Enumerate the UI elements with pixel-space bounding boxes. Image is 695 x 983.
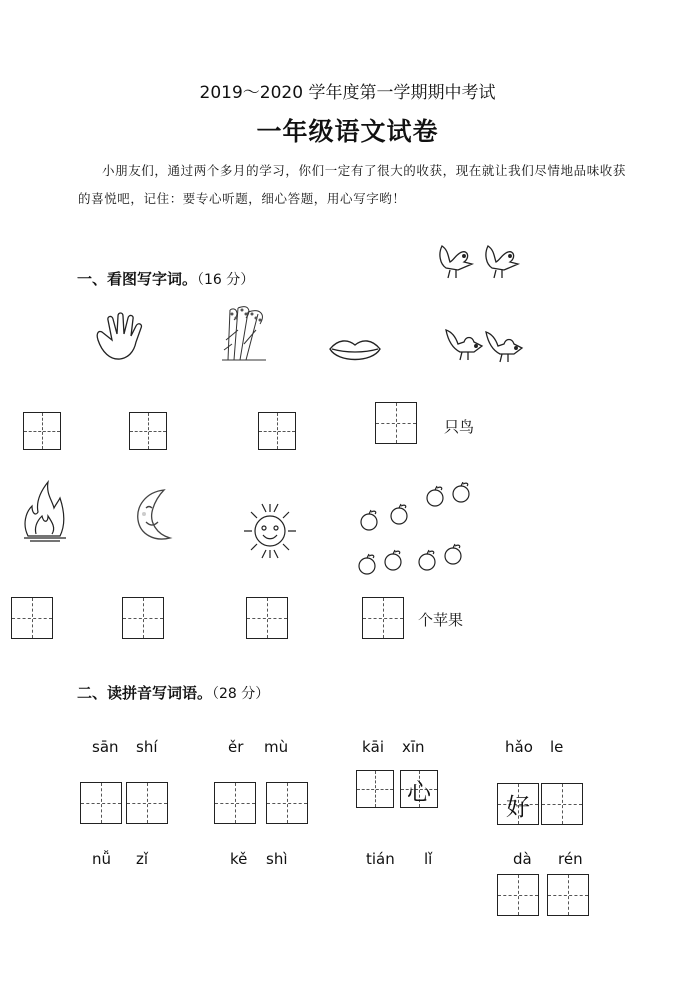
- section1-points: （16 分）: [197, 272, 255, 288]
- word-grid-4a[interactable]: [497, 783, 539, 825]
- word-grid-3b[interactable]: [400, 770, 438, 808]
- section2-points: （28 分）: [212, 686, 270, 702]
- exam-year-line: 2019～2020 学年度第一学期期中考试: [199, 83, 496, 103]
- intro-paragraph: 小朋友们，通过两个多月的学习，你们一定有了很大的收获，现在就让我们尽情地品味收获的喜悦吧，记住：要专心听题，细心答题，用心写字哟！: [78, 163, 627, 206]
- pinyin-3b: xīn: [402, 738, 425, 756]
- apples-suffix: 个苹果: [418, 611, 464, 629]
- pinyin-1b: shí: [136, 738, 158, 756]
- word-grid-2a[interactable]: [214, 782, 256, 824]
- word-grid-2b[interactable]: [266, 782, 308, 824]
- answer-grid-mouth[interactable]: [258, 412, 296, 450]
- answer-grid-rice[interactable]: [129, 412, 167, 450]
- answer-grid-hand[interactable]: [23, 412, 61, 450]
- pinyin-6b: shì: [266, 850, 288, 868]
- birds-suffix: 只鸟: [444, 418, 475, 436]
- word-grid-1a[interactable]: [80, 782, 122, 824]
- word-grid-8a[interactable]: [497, 874, 539, 916]
- pinyin-4b: le: [550, 738, 564, 756]
- word-grid-1b[interactable]: [126, 782, 168, 824]
- section1-heading: [77, 268, 254, 289]
- prefilled-char-hao: 好: [506, 792, 530, 821]
- moon-icon: [134, 486, 178, 542]
- pinyin-2b: mù: [264, 738, 289, 756]
- pinyin-8b: rén: [558, 850, 583, 868]
- pinyin-4a: hǎo: [505, 738, 533, 756]
- word-grid-3a[interactable]: [356, 770, 394, 808]
- pinyin-8a: dà: [513, 850, 532, 868]
- rice-plant-icon: [218, 300, 270, 362]
- section2-heading: [77, 682, 269, 703]
- pinyin-3a: kāi: [362, 738, 385, 756]
- lips-icon: [328, 337, 382, 365]
- prefilled-char-xin: 心: [407, 777, 431, 806]
- pinyin-6a: kě: [230, 850, 248, 868]
- answer-grid-bird-count[interactable]: [375, 402, 417, 444]
- answer-grid-sun[interactable]: [246, 597, 288, 639]
- answer-grid-apple-count[interactable]: [362, 597, 404, 639]
- pinyin-7b: lǐ: [424, 850, 433, 868]
- apples-icon: [355, 482, 480, 580]
- fire-icon: [20, 478, 70, 544]
- word-grid-8b[interactable]: [547, 874, 589, 916]
- pinyin-7a: tián: [366, 850, 395, 868]
- pinyin-2a: ěr: [228, 738, 244, 756]
- birds-icon: [434, 238, 524, 372]
- page-title: 一年级语文试卷: [256, 117, 439, 146]
- hand-icon: [92, 312, 150, 362]
- pinyin-5a: nǚ: [92, 850, 112, 868]
- answer-grid-moon[interactable]: [122, 597, 164, 639]
- pinyin-5b: zǐ: [136, 850, 149, 868]
- section1-title: 一、看图写字词。: [77, 270, 198, 288]
- answer-grid-fire[interactable]: [11, 597, 53, 639]
- section2-title: 二、读拼音写词语。: [77, 684, 213, 702]
- pinyin-1a: sān: [92, 738, 119, 756]
- word-grid-4b[interactable]: [541, 783, 583, 825]
- sun-icon: [242, 500, 298, 562]
